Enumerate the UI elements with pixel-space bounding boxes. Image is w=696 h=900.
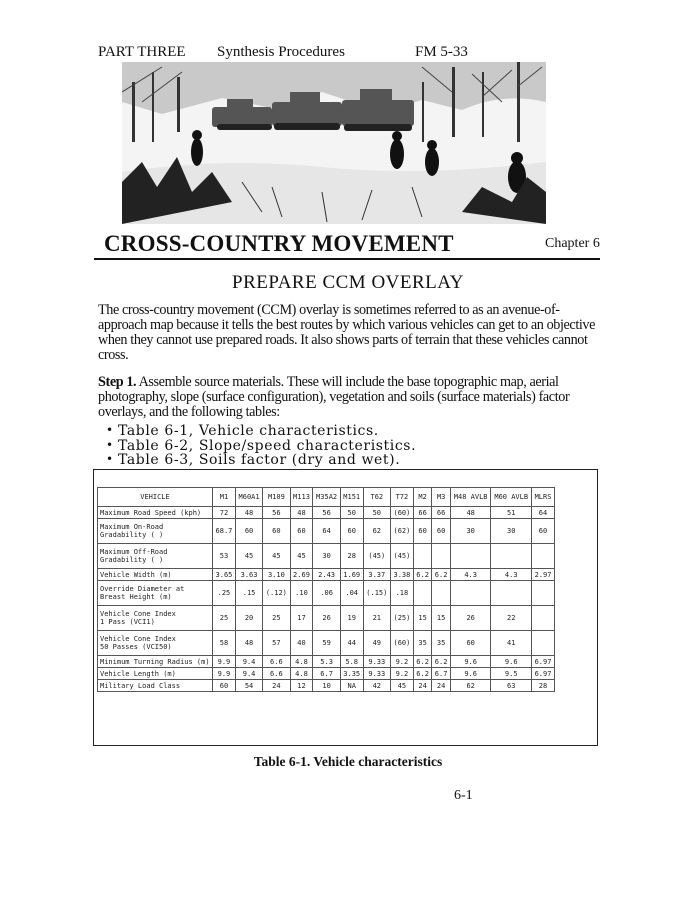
- table-cell: 4.3: [450, 569, 491, 581]
- table-cell: (62): [390, 519, 413, 544]
- row-label: Military Load Class: [98, 680, 213, 692]
- row-label: Vehicle Length (m): [98, 668, 213, 680]
- table-row: [98, 631, 555, 656]
- table-cell: 6.2: [432, 569, 451, 581]
- table-cell: 62: [450, 680, 491, 692]
- table-cell: 6.7: [432, 668, 451, 680]
- table-cell: 60: [532, 519, 555, 544]
- table-cell: 20: [235, 606, 262, 631]
- table-cell: [532, 581, 555, 606]
- row-label: Override Diameter at Breast Height (m): [98, 581, 213, 606]
- table-cell: 5.3: [313, 656, 340, 668]
- table-cell: 60: [235, 519, 262, 544]
- column-header: M35A2: [313, 488, 340, 507]
- table-cell: 30: [450, 519, 491, 544]
- table-cell: 26: [450, 606, 491, 631]
- table-cell: 44: [340, 631, 363, 656]
- table-cell: 35: [413, 631, 432, 656]
- table-list: [108, 424, 416, 468]
- table-cell: 19: [340, 606, 363, 631]
- table-cell: 9.4: [235, 656, 262, 668]
- table-row: [98, 569, 555, 581]
- row-label: Maximum On-Road Gradability ( ): [98, 519, 213, 544]
- table-cell: 3.35: [340, 668, 363, 680]
- table-cell: 45: [263, 544, 290, 569]
- table-cell: [532, 544, 555, 569]
- column-header-vehicle: VEHICLE: [98, 488, 213, 507]
- table-cell: 56: [263, 507, 290, 519]
- chapter-title: CROSS-COUNTRY MOVEMENT: [104, 231, 454, 256]
- table-row: [98, 680, 555, 692]
- table-cell: 24: [263, 680, 290, 692]
- table-cell: 56: [313, 507, 340, 519]
- table-cell: 30: [313, 544, 340, 569]
- table-cell: 59: [313, 631, 340, 656]
- table-cell: 6.2: [413, 668, 432, 680]
- table-cell: .10: [290, 581, 313, 606]
- table-cell: 4.8: [290, 656, 313, 668]
- table-cell: 50: [363, 507, 390, 519]
- list-item: • Table 6-1, Vehicle characteristics.: [108, 424, 416, 439]
- tank-scene-illustration: [122, 62, 546, 224]
- column-header: M113: [290, 488, 313, 507]
- table-cell: 9.9: [213, 668, 236, 680]
- table-cell: 9.33: [363, 656, 390, 668]
- table-cell: 6.6: [263, 668, 290, 680]
- table-cell: (.15): [363, 581, 390, 606]
- table-cell: .06: [313, 581, 340, 606]
- table-cell: (45): [363, 544, 390, 569]
- table-cell: .25: [213, 581, 236, 606]
- page-number: 6-1: [454, 788, 473, 803]
- table-cell: 3.63: [235, 569, 262, 581]
- table-cell: 6.2: [413, 569, 432, 581]
- table-cell: 48: [290, 507, 313, 519]
- table-cell: [491, 581, 532, 606]
- header-manual-number: FM 5-33: [415, 44, 468, 60]
- table-row: [98, 606, 555, 631]
- table-cell: 60: [432, 519, 451, 544]
- table-cell: 15: [413, 606, 432, 631]
- table-cell: 12: [290, 680, 313, 692]
- table-cell: 9.33: [363, 668, 390, 680]
- table-cell: [413, 544, 432, 569]
- table-row: [98, 544, 555, 569]
- row-label: Maximum Off-Road Gradability ( ): [98, 544, 213, 569]
- step1-paragraph: [98, 375, 598, 420]
- table-cell: 30: [491, 519, 532, 544]
- table-cell: [532, 606, 555, 631]
- table-row: [98, 507, 555, 519]
- table-cell: NA: [340, 680, 363, 692]
- table-cell: (60): [390, 631, 413, 656]
- table-cell: 4.3: [491, 569, 532, 581]
- table-cell: 35: [432, 631, 451, 656]
- table-cell: 28: [340, 544, 363, 569]
- table-cell: (60): [390, 507, 413, 519]
- table-cell: 9.5: [491, 668, 532, 680]
- table-cell: 6.6: [263, 656, 290, 668]
- table-cell: 25: [263, 606, 290, 631]
- list-item: • Table 6-2, Slope/speed characteristics.: [108, 439, 416, 454]
- table-cell: 2.69: [290, 569, 313, 581]
- table-cell: 6.7: [313, 668, 340, 680]
- table-cell: [491, 544, 532, 569]
- table-cell: 60: [290, 519, 313, 544]
- table-cell: 22: [491, 606, 532, 631]
- table-cell: (25): [390, 606, 413, 631]
- table-cell: 60: [340, 519, 363, 544]
- table-cell: 48: [450, 507, 491, 519]
- table-cell: (45): [390, 544, 413, 569]
- table-cell: [432, 581, 451, 606]
- table-cell: .15: [235, 581, 262, 606]
- table-cell: 48: [235, 507, 262, 519]
- step1-label: Step 1.: [98, 374, 137, 390]
- row-label: Vehicle Cone Index 1 Pass (VCI1): [98, 606, 213, 631]
- table-cell: 60: [413, 519, 432, 544]
- table-cell: 6.2: [432, 656, 451, 668]
- vehicle-characteristics-table: [97, 487, 555, 692]
- column-header: M1: [213, 488, 236, 507]
- table-cell: [413, 581, 432, 606]
- column-header: T62: [363, 488, 390, 507]
- table-cell: 40: [290, 631, 313, 656]
- table-cell: 3.10: [263, 569, 290, 581]
- row-label: Vehicle Width (m): [98, 569, 213, 581]
- table-cell: 10: [313, 680, 340, 692]
- table-cell: 9.2: [390, 668, 413, 680]
- table-cell: 2.43: [313, 569, 340, 581]
- table-cell: 6.2: [413, 656, 432, 668]
- list-item: • Table 6-3, Soils factor (dry and wet).: [108, 453, 416, 468]
- table-cell: 6.97: [532, 656, 555, 668]
- table-cell: 3.38: [390, 569, 413, 581]
- table-cell: 9.2: [390, 656, 413, 668]
- row-label: Vehicle Cone Index 50 Passes (VCI50): [98, 631, 213, 656]
- table-cell: [450, 581, 491, 606]
- row-label: Minimum Turning Radius (m): [98, 656, 213, 668]
- column-header: M48 AVLB: [450, 488, 491, 507]
- table-cell: (.12): [263, 581, 290, 606]
- table-cell: 68.7: [213, 519, 236, 544]
- table-cell: 66: [413, 507, 432, 519]
- table-cell: 62: [363, 519, 390, 544]
- section-title: PREPARE CCM OVERLAY: [232, 272, 464, 293]
- table-cell: 2.97: [532, 569, 555, 581]
- table-cell: 60: [263, 519, 290, 544]
- column-header: M60 AVLB: [491, 488, 532, 507]
- table-cell: 45: [290, 544, 313, 569]
- column-header: MLRS: [532, 488, 555, 507]
- table-cell: 60: [450, 631, 491, 656]
- column-header: M60A1: [235, 488, 262, 507]
- table-row: [98, 519, 555, 544]
- table-cell: 21: [363, 606, 390, 631]
- table-row: [98, 656, 555, 668]
- table-cell: 49: [363, 631, 390, 656]
- table-cell: 24: [432, 680, 451, 692]
- table-cell: 54: [235, 680, 262, 692]
- table-cell: .04: [340, 581, 363, 606]
- table-cell: 48: [235, 631, 262, 656]
- table-cell: 45: [235, 544, 262, 569]
- table-cell: 9.6: [450, 668, 491, 680]
- table-cell: 5.8: [340, 656, 363, 668]
- table-cell: 28: [532, 680, 555, 692]
- table-cell: 26: [313, 606, 340, 631]
- header-section: Synthesis Procedures: [217, 44, 345, 60]
- table-cell: 3.37: [363, 569, 390, 581]
- table-cell: 60: [213, 680, 236, 692]
- table-cell: 66: [432, 507, 451, 519]
- table-cell: 41: [491, 631, 532, 656]
- table-row: [98, 581, 555, 606]
- table-cell: 57: [263, 631, 290, 656]
- table-cell: 4.8: [290, 668, 313, 680]
- table-cell: 15: [432, 606, 451, 631]
- table-cell: 64: [313, 519, 340, 544]
- table-cell: 6.97: [532, 668, 555, 680]
- table-cell: 9.6: [491, 656, 532, 668]
- column-header: T72: [390, 488, 413, 507]
- table-cell: 50: [340, 507, 363, 519]
- column-header: M151: [340, 488, 363, 507]
- table-cell: 64: [532, 507, 555, 519]
- table-cell: 45: [390, 680, 413, 692]
- row-label: Maximum Road Speed (kph): [98, 507, 213, 519]
- table-cell: 53: [213, 544, 236, 569]
- title-rule: [94, 258, 600, 260]
- table-cell: 17: [290, 606, 313, 631]
- header-part: PART THREE: [98, 44, 186, 60]
- table-cell: 25: [213, 606, 236, 631]
- column-header: M109: [263, 488, 290, 507]
- column-header: M2: [413, 488, 432, 507]
- table-cell: 58: [213, 631, 236, 656]
- table-cell: .18: [390, 581, 413, 606]
- column-header: M3: [432, 488, 451, 507]
- table-cell: 63: [491, 680, 532, 692]
- table-cell: 72: [213, 507, 236, 519]
- table-cell: [450, 544, 491, 569]
- table-cell: 9.6: [450, 656, 491, 668]
- chapter-label: Chapter 6: [545, 236, 600, 251]
- step1-text: Assemble source materials. These will include the base topographic map, aerial photography, slope (surface configuration), vegetation and soils (surface materials) factor overlays, and the following tables:: [98, 374, 570, 420]
- table-cell: 24: [413, 680, 432, 692]
- table-caption: Table 6-1. Vehicle characteristics: [253, 754, 443, 769]
- table-cell: [532, 631, 555, 656]
- intro-paragraph: The cross-country movement (CCM) overlay is sometimes referred to as an avenue-of-approach map because it tells the best routes by which various vehicles can get to an objective when they cannot use prepared roads. It also shows parts of terrain that these vehicles cannot cross.: [98, 302, 596, 363]
- table-cell: 3.65: [213, 569, 236, 581]
- table-row: [98, 668, 555, 680]
- table-cell: 9.9: [213, 656, 236, 668]
- table-cell: 1.69: [340, 569, 363, 581]
- table-cell: [432, 544, 451, 569]
- table-cell: 42: [363, 680, 390, 692]
- table-cell: 51: [491, 507, 532, 519]
- table-cell: 9.4: [235, 668, 262, 680]
